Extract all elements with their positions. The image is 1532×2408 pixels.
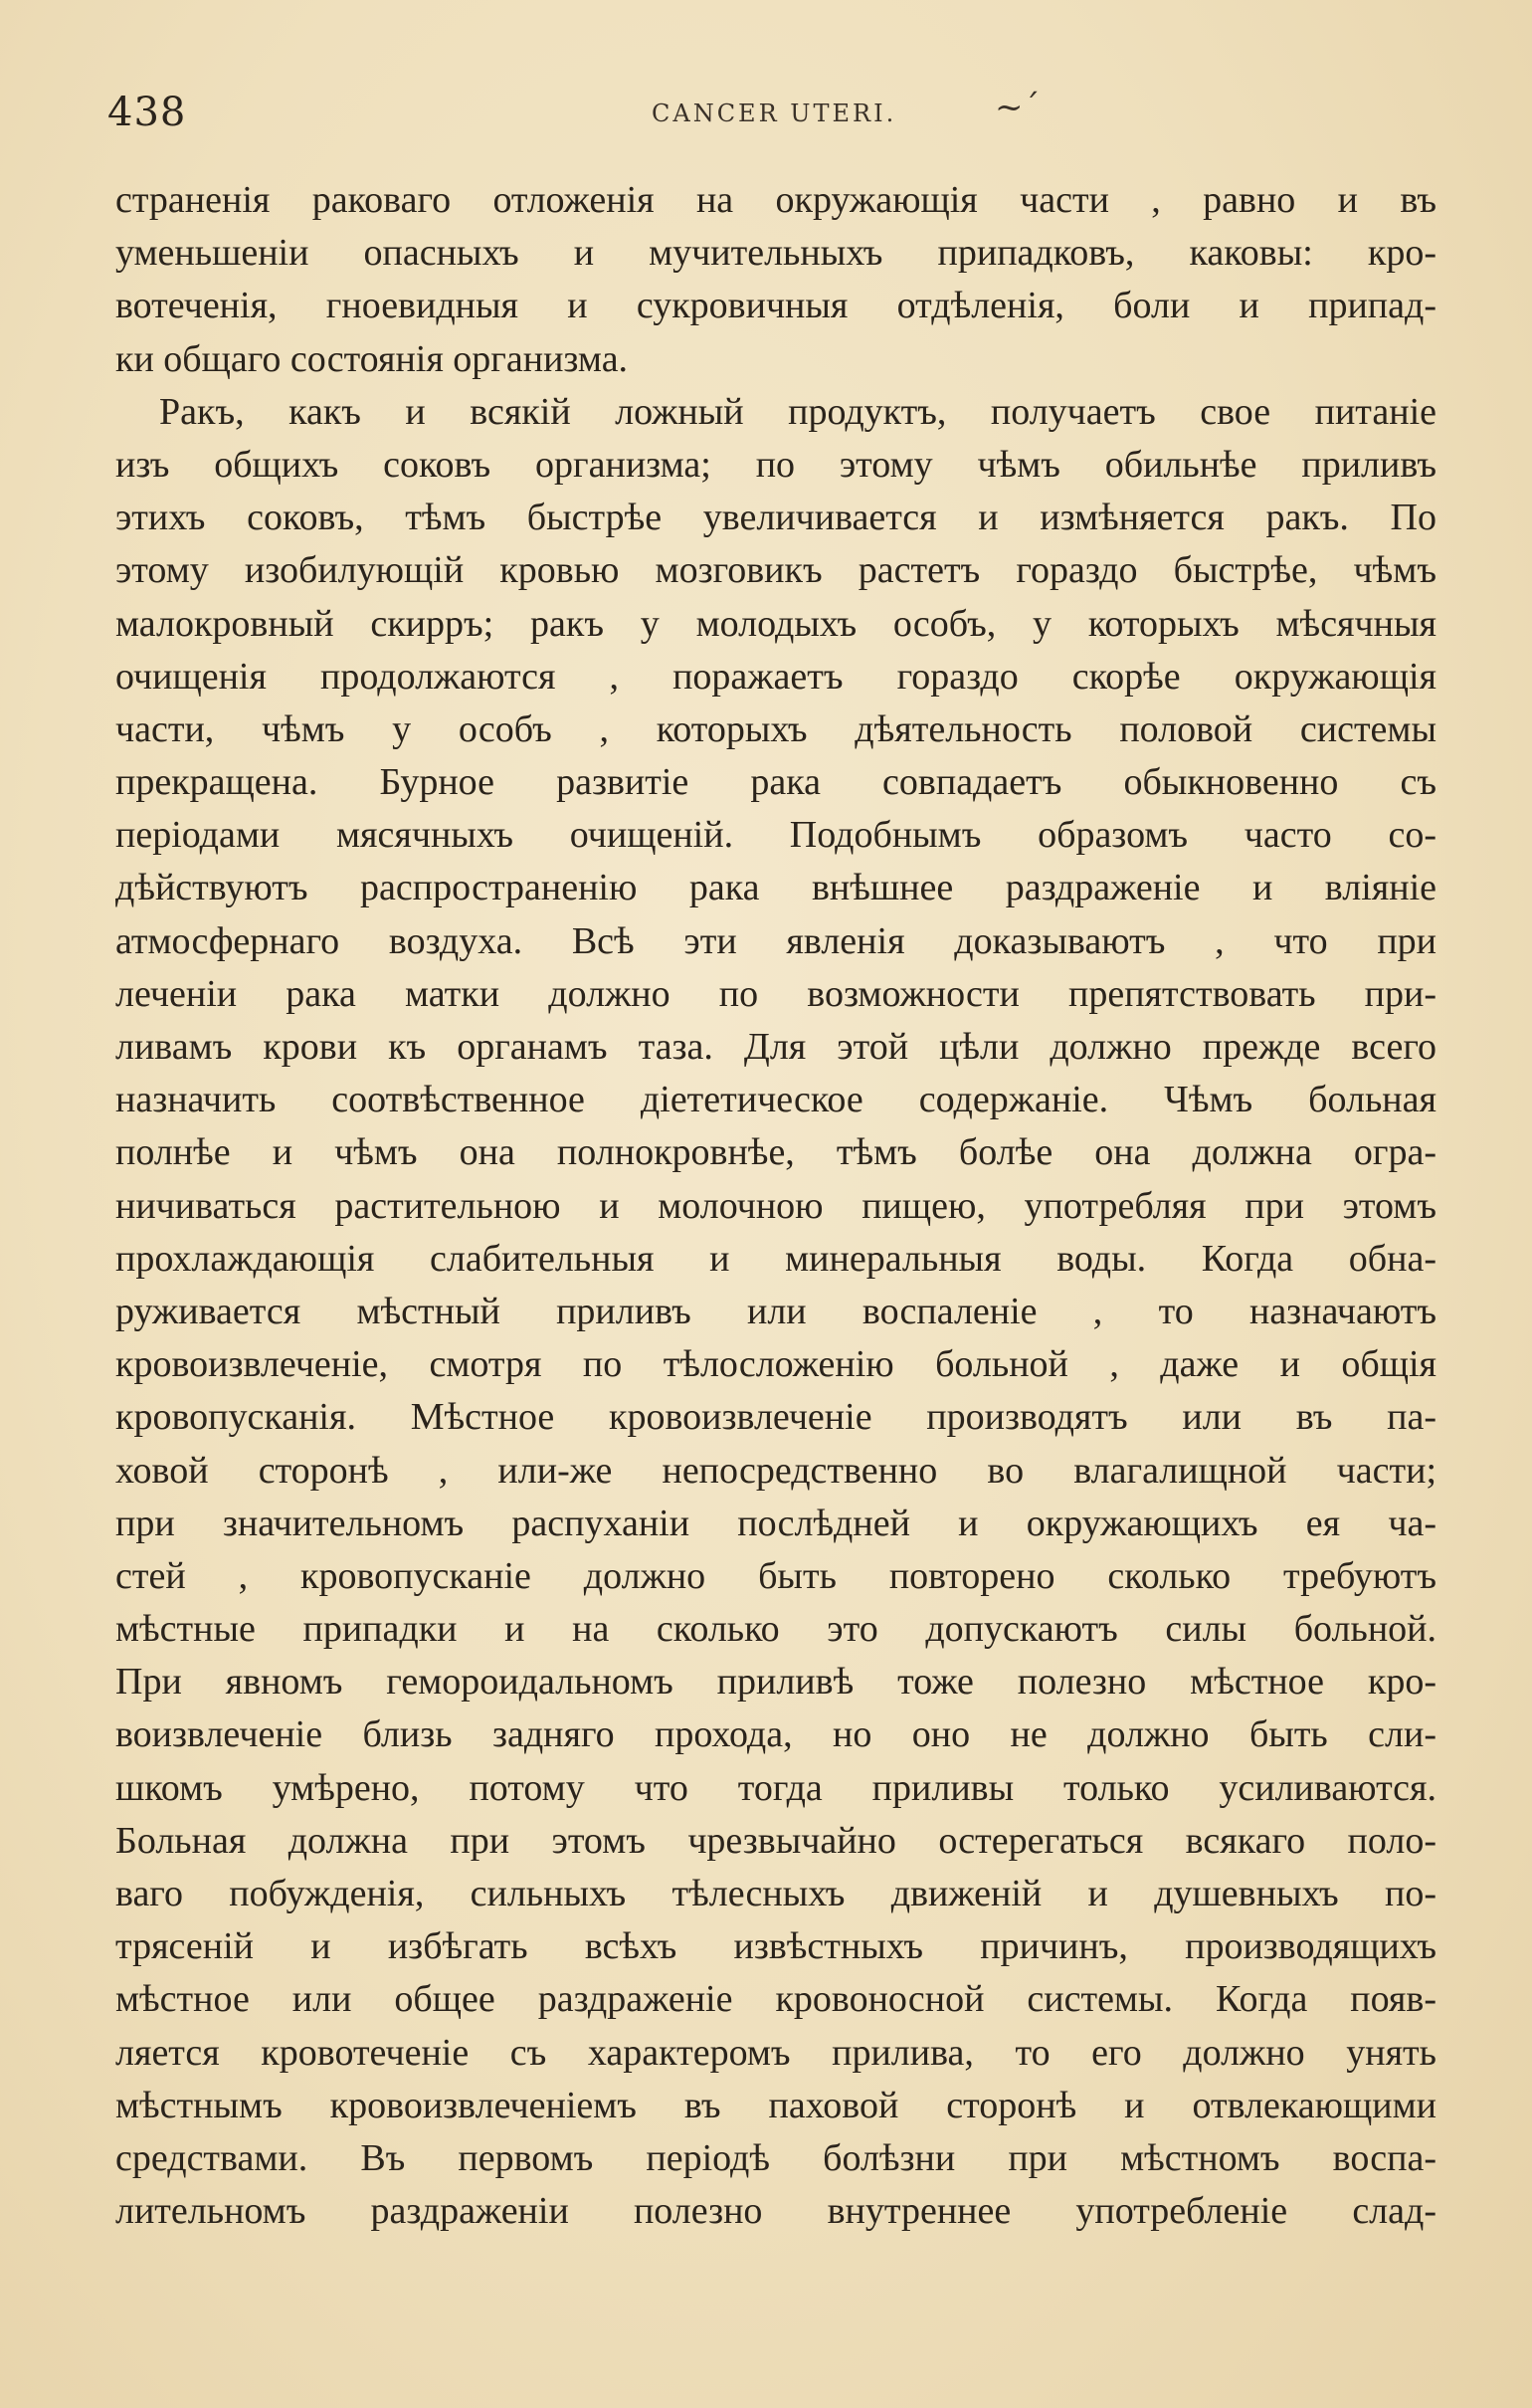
text-line: ки общаго состоянія организма.: [115, 337, 629, 380]
text-line: ляется кровотеченіе съ характеромъ прилива, то его должно унять: [115, 2031, 1436, 2074]
text-line: періодами мясячныхъ очищеній. Подобнымъ образомъ часто со-: [115, 814, 1436, 857]
text-line: Больная должна при этомъ чрезвычайно остерегаться всякаго поло-: [115, 1819, 1436, 1862]
text-line: лительномъ раздраженіи полезно внутреннее употребленіе слад-: [115, 2190, 1436, 2233]
text-line: При явномъ гемороидальномъ приливѣ тоже полезно мѣстное кро-: [115, 1661, 1436, 1704]
text-line: вотеченія, гноевидныя и сукровичныя отдѣленія, боли и припад-: [115, 285, 1436, 327]
text-line: очищенія продолжаются , поражаетъ гораздо скорѣе окружающія: [115, 655, 1436, 698]
text-line: стей , кровопусканіе должно быть повторено сколько требуютъ: [115, 1554, 1436, 1597]
text-line: назначить соотвѣственное діететическое содержаніе. Чѣмъ больная: [115, 1079, 1436, 1121]
text-line: мѣстное или общее раздраженіе кровоносной системы. Когда появ-: [115, 1978, 1436, 2021]
text-line: мѣстные припадки и на сколько это допускаютъ силы больной.: [115, 1608, 1436, 1651]
text-line: этому изобилующій кровью мозговикъ растетъ гораздо быстрѣе, чѣмъ: [115, 549, 1436, 592]
text-line: атмосфернаго воздуха. Всѣ эти явленія доказываютъ , что при: [115, 919, 1436, 962]
text-line: ливамъ крови къ органамъ таза. Для этой цѣли должно прежде всего: [115, 1026, 1436, 1068]
text-line: ваго побужденія, сильныхъ тѣлесныхъ движеній и душевныхъ по-: [115, 1873, 1436, 1914]
text-line: прекращена. Бурное развитіе рака совпадаетъ обыкновенно съ: [115, 761, 1436, 804]
text-line: леченіи рака матки должно по возможности препятствовать при-: [115, 972, 1436, 1015]
text-line: этихъ соковъ, тѣмъ быстрѣе увеличивается и измѣняется ракъ. По: [115, 497, 1436, 539]
text-line: прохлаждающія слабительныя и минеральныя воды. Когда обна-: [115, 1237, 1436, 1280]
text-line: малокровный скирръ; ракъ у молодыхъ особъ, у которыхъ мѣсячныя: [115, 602, 1436, 645]
text-line: уменьшеніи опасныхъ и мучительныхъ припадковъ, каковы: кро-: [115, 232, 1436, 275]
text-line: шкомъ умѣрено, потому что тогда приливы только усиливаются.: [115, 1766, 1436, 1809]
text-line: при значительномъ распуханіи послѣдней и окружающихъ ея ча-: [115, 1502, 1436, 1544]
text-line: части, чѣмъ у особъ , которыхъ дѣятельность половой системы: [115, 707, 1436, 750]
text-line: ничиваться растительною и молочною пищею, употребляя при этомъ: [115, 1184, 1436, 1227]
text-line: изъ общихъ соковъ организма; по этому чѣмъ обильнѣе приливъ: [115, 443, 1436, 486]
text-line: дѣйствуютъ распространенію рака внѣшнее раздраженіе и вліяніе: [115, 867, 1436, 909]
text-line: страненія раковаго отложенія на окружающія части , равно и въ: [115, 179, 1436, 221]
text-line: кровопусканія. Мѣстное кровоизвлеченіе производятъ или въ па-: [115, 1396, 1436, 1439]
body-text: [115, 174, 1436, 2238]
text-line: кровоизвлеченіе, смотря по тѣлосложенію больной , даже и общія: [115, 1343, 1436, 1386]
running-title: CANCER UTERI.: [652, 100, 897, 127]
page-number: 438: [107, 90, 187, 135]
text-line: средствами. Въ первомъ періодѣ болѣзни при мѣстномъ воспа-: [115, 2136, 1436, 2179]
text-line: трясеній и избѣгать всѣхъ извѣстныхъ причинъ, производящихъ: [115, 1925, 1436, 1968]
text-line: Ракъ, какъ и всякій ложный продуктъ, получаетъ свое питаніе: [159, 390, 1436, 433]
text-line: руживается мѣстный приливъ или воспаленіе , то назначаютъ: [115, 1290, 1436, 1332]
text-line: воизвлеченіе близь задняго прохода, но оно не должно быть сли-: [115, 1713, 1436, 1756]
header-mark: ~´: [995, 88, 1041, 127]
text-line: ховой сторонѣ , или-же непосредственно во влагалищной части;: [115, 1449, 1436, 1492]
text-line: полнѣе и чѣмъ она полнокровнѣе, тѣмъ болѣе она должна огра-: [115, 1131, 1436, 1174]
text-line: мѣстнымъ кровоизвлеченіемъ въ паховой сторонѣ и отвлекающими: [115, 2084, 1436, 2126]
